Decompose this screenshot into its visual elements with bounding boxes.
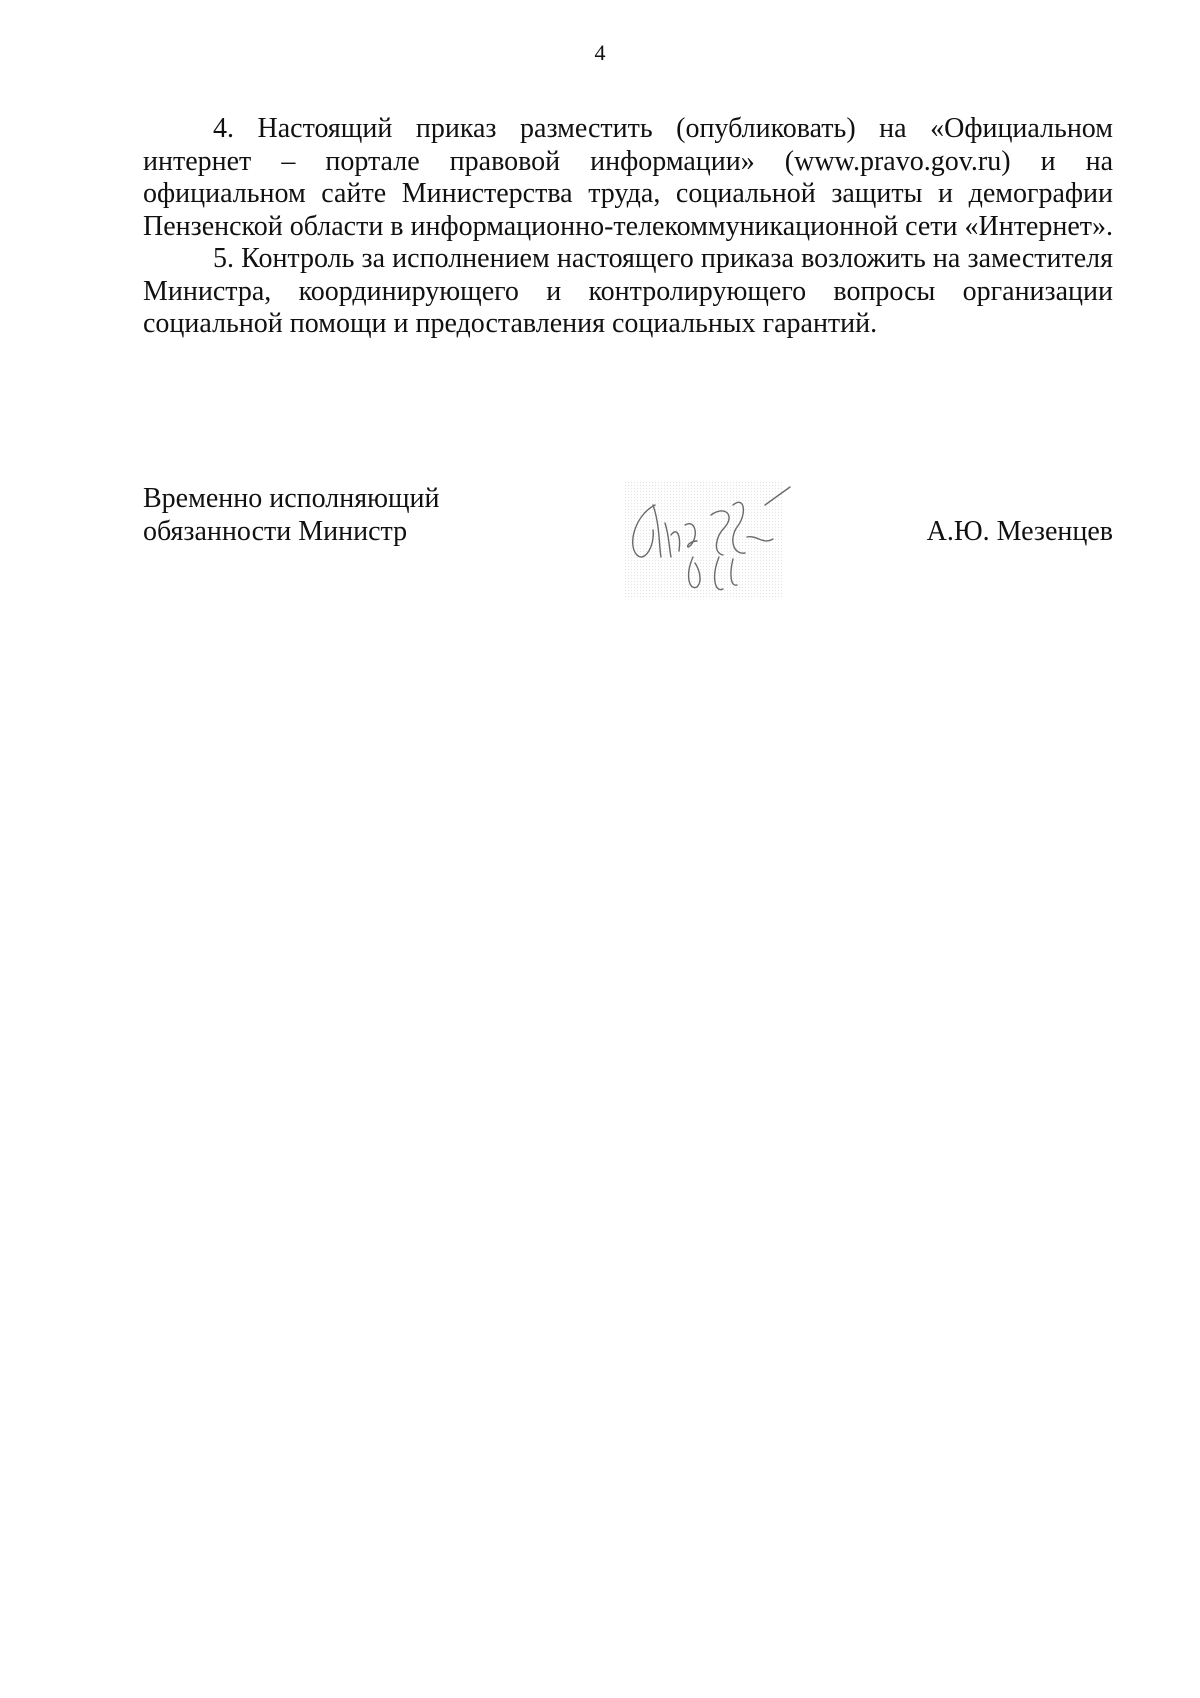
signer-name: А.Ю. Мезенцев bbox=[926, 515, 1113, 547]
handwritten-signature-icon bbox=[615, 475, 795, 605]
paragraph-control: 5. Контроль за исполнением настоящего приказа возложить на заместителя Министра, координирующего и контролирующего вопросы организации социальной помощи и предоставления социальных гарантий. bbox=[143, 243, 1113, 339]
signer-title bbox=[143, 483, 440, 548]
document-body bbox=[143, 113, 1113, 341]
signature-block bbox=[143, 483, 1113, 603]
signer-title-line-1: Временно исполняющий bbox=[143, 483, 440, 514]
signer-title-line-2: обязанности Министр bbox=[143, 515, 408, 547]
page-number: 4 bbox=[594, 40, 606, 65]
paragraph-publication: 4. Настоящий приказ разместить (опубликовать) на «Официальном интернет – портале правовой информации» (www.pravo.gov.ru) и на официальном сайте Министерства труда, социальной защиты и демографии Пензенской области в информационно-телекоммуникационной сети «Интернет». bbox=[143, 113, 1114, 242]
